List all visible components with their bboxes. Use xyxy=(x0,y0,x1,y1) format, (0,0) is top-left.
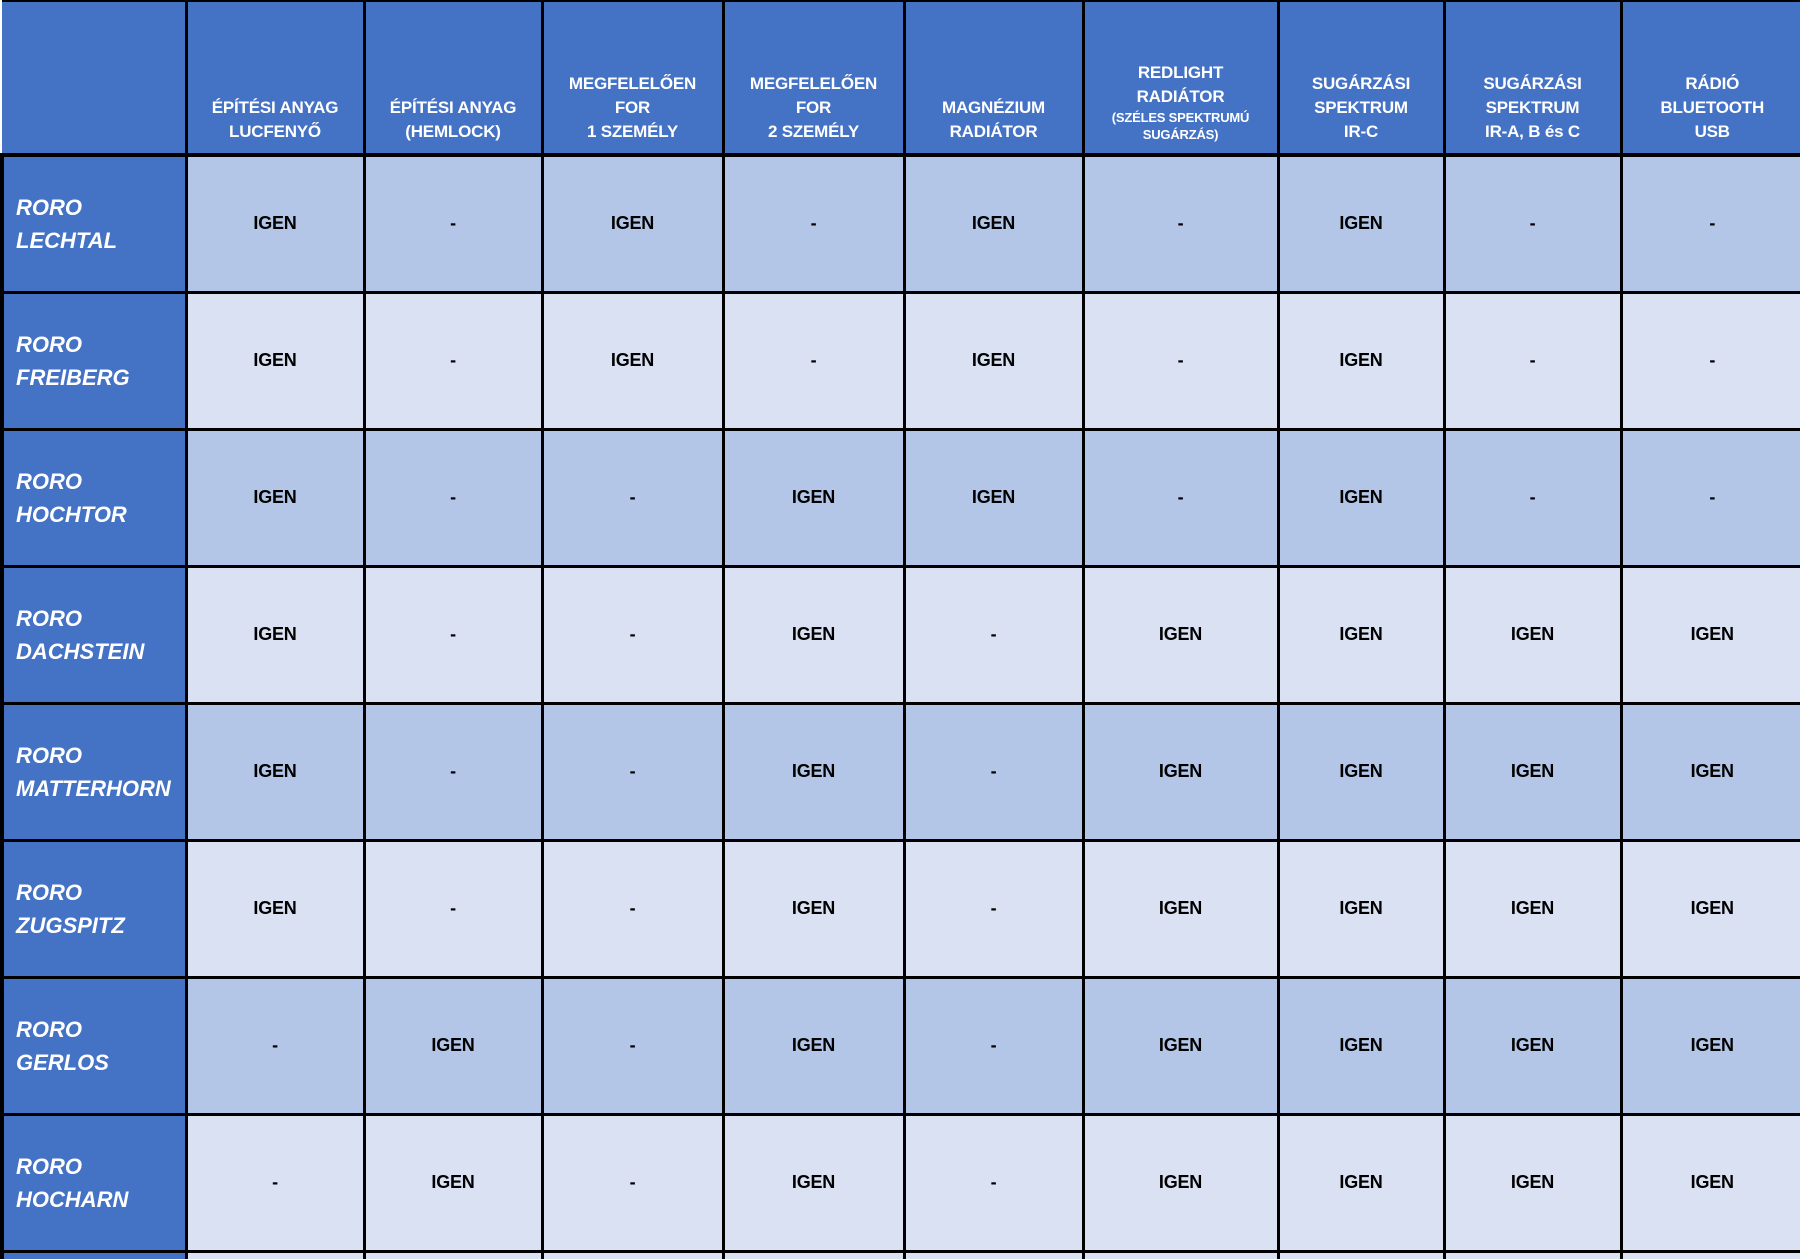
data-cell: IGEN xyxy=(723,1114,904,1251)
column-header-line: RADIÁTOR xyxy=(1136,86,1225,106)
data-cell: - xyxy=(542,840,723,977)
table-row xyxy=(2,292,1800,429)
row-label-line: RORO xyxy=(16,1153,82,1179)
data-cell: IGEN xyxy=(186,566,364,703)
data-cell: - xyxy=(1083,155,1278,292)
cutoff-cell xyxy=(1083,1251,1278,1259)
column-header-line: FOR xyxy=(795,97,832,117)
column-header-7 xyxy=(1278,1,1444,155)
row-label xyxy=(2,977,186,1114)
row-label xyxy=(2,703,186,840)
column-header-8 xyxy=(1444,1,1621,155)
data-cell: IGEN xyxy=(904,155,1083,292)
row-label-line: DACHSTEIN xyxy=(16,638,145,664)
row-label-line: RORO xyxy=(16,605,82,631)
row-label-line: HOCHARN xyxy=(16,1186,129,1212)
corner-cell xyxy=(2,1,186,155)
data-cell: - xyxy=(364,292,542,429)
row-label-line: RORO xyxy=(16,331,82,357)
data-cell: IGEN xyxy=(1278,977,1444,1114)
data-cell: IGEN xyxy=(1444,566,1621,703)
column-header-3 xyxy=(542,1,723,155)
data-cell: - xyxy=(364,566,542,703)
cutoff-cell xyxy=(904,1251,1083,1259)
column-header-line: RÁDIÓ xyxy=(1685,73,1740,93)
row-label-line: FREIBERG xyxy=(16,364,130,390)
data-cell: IGEN xyxy=(1278,292,1444,429)
data-cell: IGEN xyxy=(904,429,1083,566)
column-header-line: MEGFELELŐEN xyxy=(749,73,878,93)
cutoff-cell xyxy=(1278,1251,1444,1259)
data-cell: IGEN xyxy=(1444,840,1621,977)
data-cell: IGEN xyxy=(1278,703,1444,840)
data-cell: - xyxy=(364,840,542,977)
data-cell: - xyxy=(1444,155,1621,292)
data-cell: - xyxy=(904,977,1083,1114)
row-label-line: MATTERHORN xyxy=(16,775,171,801)
row-label-line: HOCHTOR xyxy=(16,501,127,527)
row-label-line: RORO xyxy=(16,468,82,494)
data-cell: IGEN xyxy=(1083,1114,1278,1251)
data-cell: IGEN xyxy=(1621,703,1800,840)
data-cell: IGEN xyxy=(1621,840,1800,977)
row-label-line: RORO xyxy=(16,879,82,905)
cutoff-cell xyxy=(186,1251,364,1259)
data-cell: IGEN xyxy=(186,429,364,566)
column-header-5 xyxy=(904,1,1083,155)
row-label-line: GERLOS xyxy=(16,1049,109,1075)
data-cell: - xyxy=(904,566,1083,703)
cutoff-cell xyxy=(1621,1251,1800,1259)
data-cell: IGEN xyxy=(723,977,904,1114)
data-cell: IGEN xyxy=(1083,840,1278,977)
row-label-line: RORO xyxy=(16,1016,82,1042)
data-cell: - xyxy=(542,703,723,840)
column-header-6 xyxy=(1083,1,1278,155)
column-header-line: SUGÁRZÁSI xyxy=(1483,73,1582,93)
data-cell: IGEN xyxy=(1621,977,1800,1114)
column-header-line: SUGÁRZÁSI xyxy=(1311,73,1411,93)
table-row xyxy=(2,566,1800,703)
column-header-line: 1 SZEMÉLY xyxy=(586,121,679,141)
data-cell: IGEN xyxy=(1444,1114,1621,1251)
data-cell: IGEN xyxy=(1083,566,1278,703)
data-cell: IGEN xyxy=(186,292,364,429)
column-header-subline: SUGÁRZÁS) xyxy=(1142,127,1219,143)
table-row xyxy=(2,429,1800,566)
data-cell: IGEN xyxy=(1444,977,1621,1114)
row-label-line: LECHTAL xyxy=(16,227,118,253)
data-cell: IGEN xyxy=(1083,703,1278,840)
data-cell: IGEN xyxy=(542,292,723,429)
cutoff-cell xyxy=(723,1251,904,1259)
data-cell: IGEN xyxy=(1278,429,1444,566)
data-cell: IGEN xyxy=(186,703,364,840)
table-row xyxy=(2,703,1800,840)
data-cell: IGEN xyxy=(1278,840,1444,977)
column-header-line: SPEKTRUM xyxy=(1485,97,1580,117)
data-cell: IGEN xyxy=(542,155,723,292)
data-cell: IGEN xyxy=(1621,566,1800,703)
data-cell: IGEN xyxy=(723,566,904,703)
column-header-subline: (SZÉLES SPEKTRUMÚ xyxy=(1111,109,1250,125)
row-label xyxy=(2,292,186,429)
column-header-line: ÉPÍTÉSI ANYAG xyxy=(211,97,339,117)
row-label xyxy=(2,840,186,977)
column-header-line: IR-A, B és C xyxy=(1485,121,1580,141)
data-cell: - xyxy=(904,1114,1083,1251)
cutoff-row-label xyxy=(2,1251,186,1259)
column-header-line: USB xyxy=(1694,121,1730,141)
data-cell: - xyxy=(1621,155,1800,292)
table-row xyxy=(2,977,1800,1114)
data-cell: - xyxy=(904,840,1083,977)
column-header-line: LUCFENYŐ xyxy=(229,121,321,141)
data-cell: - xyxy=(723,155,904,292)
data-cell: IGEN xyxy=(723,840,904,977)
data-cell: IGEN xyxy=(1278,566,1444,703)
data-cell: - xyxy=(542,566,723,703)
column-header-line: (HEMLOCK) xyxy=(405,121,501,141)
header-row xyxy=(2,1,1800,155)
data-cell: - xyxy=(1083,292,1278,429)
data-cell: IGEN xyxy=(186,155,364,292)
row-label xyxy=(2,155,186,292)
data-cell: IGEN xyxy=(1621,1114,1800,1251)
column-header-line: SPEKTRUM xyxy=(1314,97,1408,117)
data-cell: - xyxy=(1444,429,1621,566)
data-cell: IGEN xyxy=(1083,977,1278,1114)
column-header-line: BLUETOOTH xyxy=(1660,97,1765,117)
data-cell: - xyxy=(1621,429,1800,566)
column-header-line: 2 SZEMÉLY xyxy=(767,121,860,141)
column-header-line: ÉPÍTÉSI ANYAG xyxy=(389,97,517,117)
data-cell: - xyxy=(364,429,542,566)
data-cell: - xyxy=(364,155,542,292)
column-header-line: FOR xyxy=(614,97,651,117)
data-cell: - xyxy=(186,1114,364,1251)
data-cell: - xyxy=(542,1114,723,1251)
row-label-line: RORO xyxy=(16,194,82,220)
column-header-line: RADIÁTOR xyxy=(949,121,1038,141)
data-cell: IGEN xyxy=(364,977,542,1114)
column-header-line: REDLIGHT xyxy=(1137,62,1224,82)
column-header-line: IR-C xyxy=(1343,121,1379,141)
data-cell: - xyxy=(542,429,723,566)
table-row xyxy=(2,840,1800,977)
data-cell: IGEN xyxy=(723,703,904,840)
data-cell: - xyxy=(1444,292,1621,429)
cutoff-cell xyxy=(542,1251,723,1259)
column-header-line: MAGNÉZIUM xyxy=(941,97,1046,117)
data-cell: - xyxy=(723,292,904,429)
data-cell: - xyxy=(904,703,1083,840)
table-row xyxy=(2,1114,1800,1251)
cutoff-row xyxy=(2,1251,1800,1259)
data-cell: - xyxy=(542,977,723,1114)
column-header-1 xyxy=(186,1,364,155)
data-cell: IGEN xyxy=(364,1114,542,1251)
row-label-line: ZUGSPITZ xyxy=(16,912,125,938)
column-header-4 xyxy=(723,1,904,155)
data-cell: - xyxy=(186,977,364,1114)
data-cell: IGEN xyxy=(723,429,904,566)
data-cell: IGEN xyxy=(904,292,1083,429)
data-cell: IGEN xyxy=(1278,1114,1444,1251)
cutoff-cell xyxy=(364,1251,542,1259)
row-label xyxy=(2,429,186,566)
data-cell: IGEN xyxy=(1444,703,1621,840)
data-cell: IGEN xyxy=(186,840,364,977)
row-label xyxy=(2,566,186,703)
row-label xyxy=(2,1114,186,1251)
column-header-line: MEGFELELŐEN xyxy=(568,73,697,93)
data-cell: - xyxy=(1621,292,1800,429)
data-cell: IGEN xyxy=(1278,155,1444,292)
data-cell: - xyxy=(1083,429,1278,566)
column-header-9 xyxy=(1621,1,1800,155)
data-cell: - xyxy=(364,703,542,840)
table-row xyxy=(2,155,1800,292)
row-label-line: RORO xyxy=(16,742,82,768)
cutoff-cell xyxy=(1444,1251,1621,1259)
column-header-2 xyxy=(364,1,542,155)
